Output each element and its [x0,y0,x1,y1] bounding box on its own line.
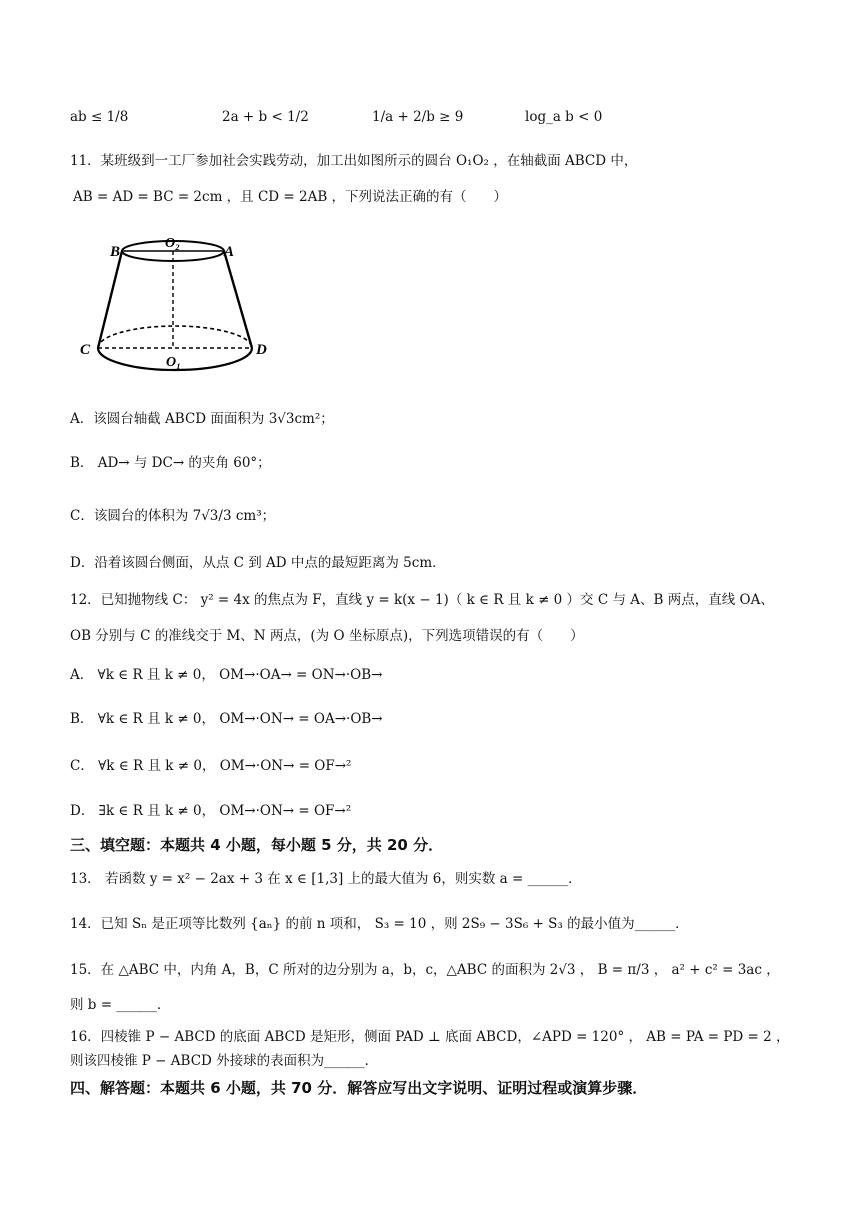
q12-option-c: C． ∀k ∈ R 且 k ≠ 0， OM→·ON→ = OF→² [70,758,352,774]
q11-option-d: D．沿着该圆台侧面，从点 C 到 AD 中点的最短距离为 5cm． [70,555,446,571]
q10-option-c: 1/a + 2/b ≥ 9 [372,109,464,125]
q12-option-b: B． ∀k ∈ R 且 k ≠ 0， OM→·ON→ = OA→·OB→ [70,711,383,727]
q10-option-a: ab ≤ 1/8 [70,109,129,125]
label-c: C [80,342,91,358]
q11-option-b: B． AD→ 与 DC→ 的夹角 60°； [70,455,271,471]
section-3-heading: 三、填空题：本题共 4 小题，每小题 5 分，共 20 分． [70,836,444,854]
q16-line2: 则该四棱锥 P − ABCD 外接球的表面积为______． [70,1053,379,1069]
q15-line1: 15．在 △ABC 中，内角 A，B，C 所对的边分别为 a，b，c，△ABC 的面积为 2√3 ， B = π/3 ， a² + c² = 3ac ， [70,962,780,978]
q12-stem-line2: OB 分别与 C 的准线交于 M、N 两点，(为 O 坐标原点)，下列选项错误的有（ ） [70,628,584,644]
q14: 14．已知 Sₙ 是正项等比数列 {aₙ} 的前 n 项和， S₃ = 10 ，则 2S₉ − 3S₆ + S₃ 的最小值为______． [70,916,689,932]
bottom-ellipse-back [98,326,252,348]
q11-stem-line2: AB = AD = BC = 2cm ，且 CD = 2AB ，下列说法正确的有（ ） [73,189,508,205]
label-a: A [224,244,235,260]
frustum-figure [70,228,290,374]
label-o1: O₁ [166,355,181,370]
q12-option-d: D． ∃k ∈ R 且 k ≠ 0， OM→·ON→ = OF→² [70,803,352,819]
left-slant [98,251,122,348]
q10-option-b: 2a + b < 1/2 [222,109,309,125]
label-o2: O₂ [165,236,180,251]
section-4-heading: 四、解答题：本题共 6 小题，共 70 分．解答应写出文字说明、证明过程或演算步骤． [70,1079,648,1097]
label-b: B [110,244,121,260]
q12-option-a: A． ∀k ∈ R 且 k ≠ 0， OM→·OA→ = ON→·OB→ [70,667,383,683]
q11-stem-line1: 11．某班级到一工厂参加社会实践劳动，加工出如图所示的圆台 O₁O₂ ，在轴截面 ABCD 中， [70,153,638,169]
label-d: D [256,342,267,358]
q10-option-d: log_a b < 0 [525,109,603,125]
q11-option-a: A．该圆台轴截 ABCD 面面积为 3√3cm²； [70,411,334,427]
q13: 13． 若函数 y = x² − 2ax + 3 在 x ∈ [1,3] 上的最大值为 6，则实数 a = ______． [70,871,582,887]
q15-line2: 则 b = ______． [70,997,171,1013]
right-slant [224,251,252,348]
q11-option-c: C．该圆台的体积为 7√3/3 cm³； [70,508,276,524]
q16-line1: 16．四棱锥 P − ABCD 的底面 ABCD 是矩形，侧面 PAD ⊥ 底面 ABCD，∠APD = 120° ， AB = PA = PD = 2 ， [70,1029,790,1045]
q12-stem-line1: 12．已知抛物线 C： y² = 4x 的焦点为 F，直线 y = k(x − 1)（ k ∈ R 且 k ≠ 0 ）交 C 与 A、B 两点，直线 OA、 [70,592,774,608]
